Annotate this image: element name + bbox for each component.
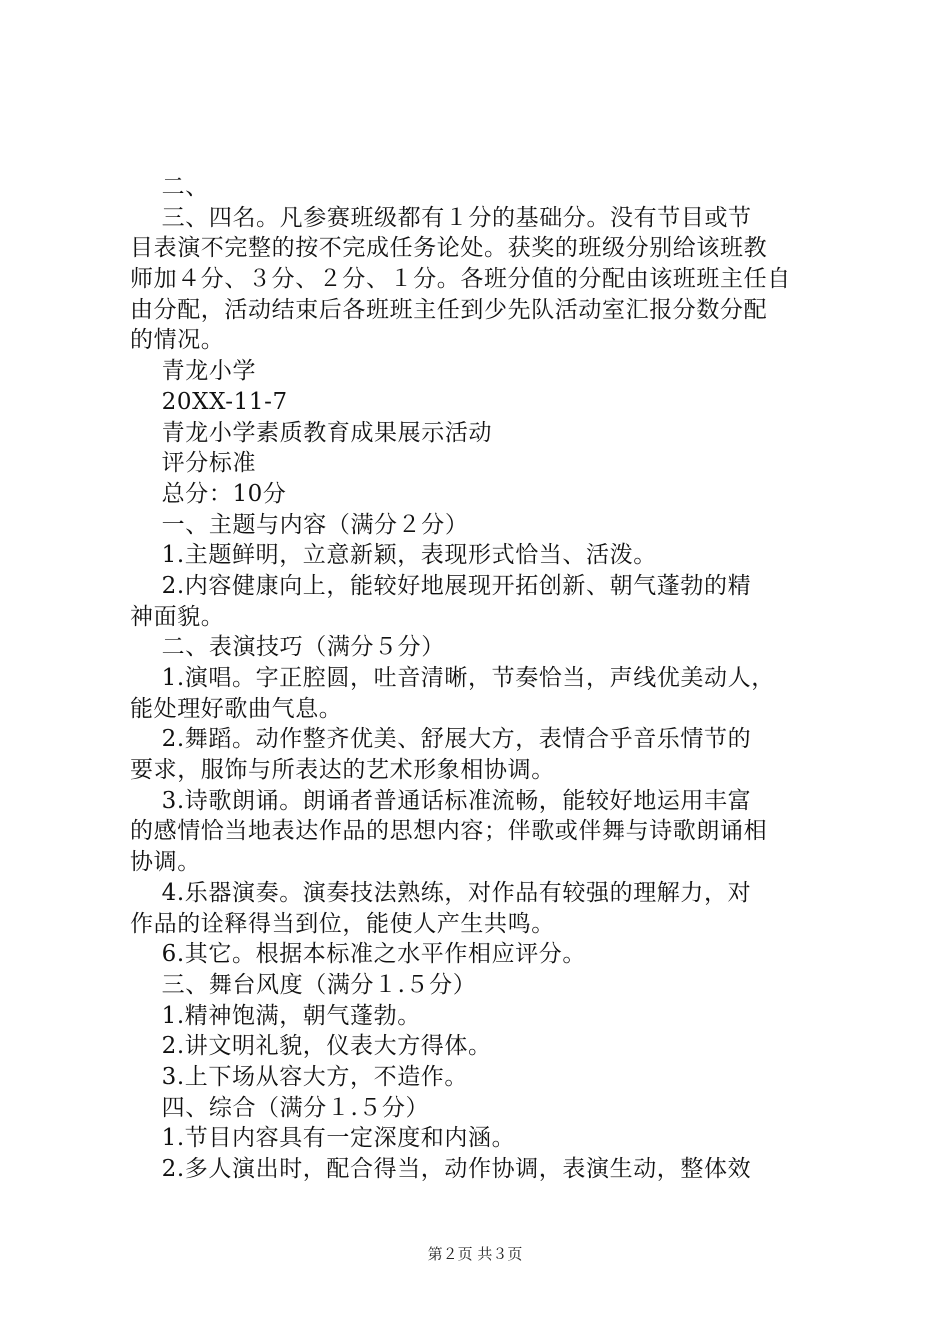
text-line: 2.内容健康向上，能较好地展现开拓创新、朝气蓬勃的精: [130, 572, 752, 599]
text-line: 能处理好歌曲气息。: [130, 695, 343, 722]
text-line: 2.多人演出时，配合得当，动作协调，表演生动，整体效: [130, 1156, 752, 1182]
criteria-heading: 三、舞台风度（满分１.５分）: [130, 971, 477, 998]
text-line: 二、: [130, 174, 209, 200]
text-line: 目表演不完整的按不完成任务论处。获奖的班级分别给该班教: [130, 235, 768, 262]
text-line: 神面貌。: [130, 603, 225, 630]
text-line: 6.其它。根据本标准之水平作相应评分。: [130, 941, 586, 968]
text-line: 的情况。: [130, 327, 225, 354]
text-line: 的感情恰当地表达作品的思想内容；伴歌或伴舞与诗歌朗诵相: [130, 818, 768, 845]
section-title: 青龙小学素质教育成果展示活动: [130, 419, 493, 446]
text-line: 1.主题鲜明，立意新颖，表现形式恰当、活泼。: [130, 542, 657, 569]
section-subtitle: 评分标准: [130, 450, 257, 477]
text-line: 2.舞蹈。动作整齐优美、舒展大方，表情合乎音乐情节的: [130, 726, 752, 753]
text-line: 4.乐器演奏。演奏技法熟练，对作品有较强的理解力，对: [130, 879, 752, 906]
criteria-heading: 二、表演技巧（满分５分）: [130, 634, 445, 661]
text-line: 师加４分、３分、２分、１分。各班分值的分配由该班班主任自: [130, 266, 791, 293]
text-line: 1.精神饱满，朝气蓬勃。: [130, 1002, 421, 1029]
text-line: 协调。: [130, 849, 201, 876]
text-line: 作品的诠释得当到位，能使人产生共鸣。: [130, 910, 555, 937]
text-line: 由分配，活动结束后各班班主任到少先队活动室汇报分数分配: [130, 296, 768, 323]
text-line: 三、四名。凡参赛班级都有１分的基础分。没有节目或节: [130, 204, 752, 231]
criteria-heading: 四、综合（满分１.５分）: [130, 1094, 430, 1121]
date-line: 20XX-11-7: [130, 388, 288, 415]
criteria-heading: 一、主题与内容（满分２分）: [130, 511, 469, 538]
document-body: [130, 172, 836, 1185]
total-score: 总分：10分: [130, 480, 287, 507]
text-line: 3.上下场从容大方，不造作。: [130, 1063, 468, 1090]
text-line: 2.讲文明礼貌，仪表大方得体。: [130, 1033, 492, 1060]
page-footer: 第２页 共３页: [427, 1245, 523, 1263]
text-line: 1.节目内容具有一定深度和内涵。: [130, 1125, 516, 1152]
text-line: 1.演唱。字正腔圆，吐音清晰，节奏恰当，声线优美动人，: [130, 665, 775, 691]
school-name: 青龙小学: [130, 358, 257, 385]
text-line: 要求，服饰与所表达的艺术形象相协调。: [130, 757, 555, 784]
text-line: 3.诗歌朗诵。朗诵者普通话标准流畅，能较好地运用丰富: [130, 787, 752, 814]
